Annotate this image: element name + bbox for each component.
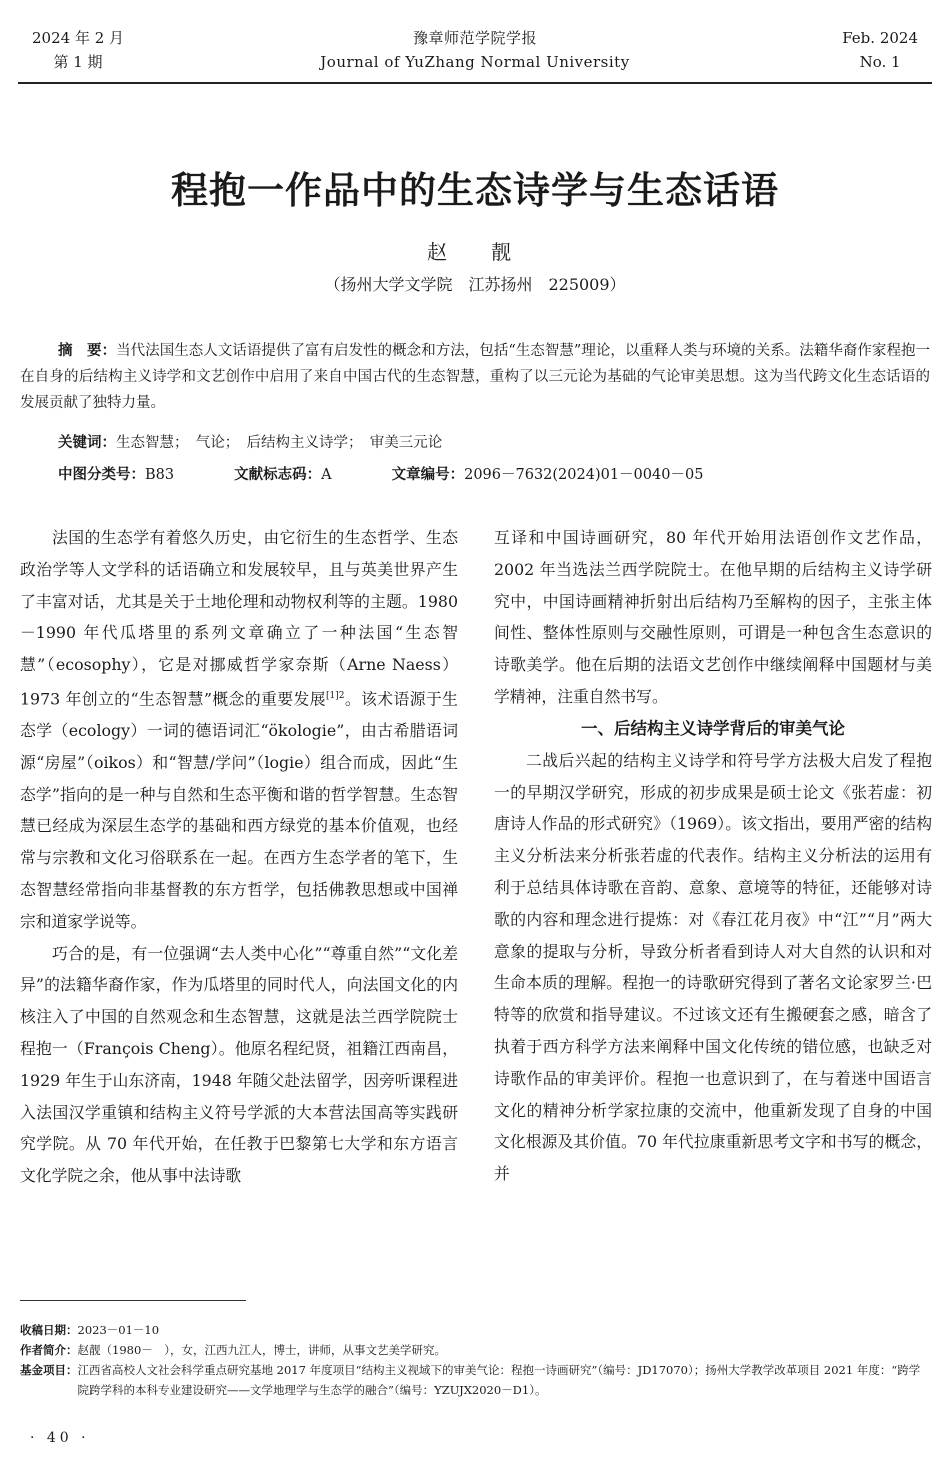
article-author: 赵 靓: [427, 240, 523, 264]
fund-label: 基金项目：: [20, 1363, 78, 1377]
doc-code-label: 文献标志码：: [234, 467, 322, 483]
received-value: 2023－01－10: [77, 1323, 160, 1337]
body-text: 。该术语源于生态学（ecology）一词的德语词汇“ökologie”，由古希腊语词源“房屋”（oikos）和“智慧/学问”（logie）组合而成，因此“生态学”指向的是一种与自然和生态平衡和谐的哲学智慧。生态智慧已经成为深层生态学的基础和西方绿党的基本价值观，也经常与宗教和文化习俗联系在一起。在西方生态学者的笔下，生态智慧经常指向非基督教的东方哲学，包括佛教思想或中国禅宗和道家学说等。: [20, 689, 458, 931]
body-paragraph: [20, 522, 458, 938]
page-number: · 40 ·: [30, 1430, 90, 1446]
fund-value: 江西省高校人文社会科学重点研究基地 2017 年度项目“结构主义视域下的审美气论：程抱一诗画研究”（编号：JD17070）；扬州大学教学改革项目 2021 年度：“跨学院跨学科的本科专业建设研究——文学地理学与生态学的融合”（编号：YZUJX2020－D1）。: [77, 1363, 921, 1397]
doc-code-value: A: [321, 467, 332, 483]
author-affiliation: （扬州大学文学院 江苏扬州 225009）: [324, 275, 626, 294]
keywords: [58, 430, 930, 456]
author-bio-value: 赵靓（1980－ ），女，江西九江人，博士，讲师，从事文艺美学研究。: [77, 1343, 447, 1357]
author-bio-label: 作者简介：: [20, 1343, 78, 1357]
received-label: 收稿日期：: [20, 1323, 78, 1337]
section-heading: 一、后结构主义诗学背后的审美气论: [581, 718, 845, 738]
clc-label: 中图分类号：: [58, 467, 145, 483]
body-paragraph: 互译和中国诗画研究，80 年代开始用法语创作文艺作品，2002 年当选法兰西学院院士。在他早期的后结构主义诗学研究中，中国诗画精神折射出后结构乃至解构的因子，主张主体间性、整体性原则与交融性原则，可谓是一种包含生态意识的诗歌美学。他在后期的法语文艺创作中继续阐释中国题材与美学精神，注重自然书写。: [494, 528, 932, 706]
header-date-year: 2024 年 2 月: [32, 29, 125, 47]
article-number-label: 文章编号：: [391, 467, 465, 483]
header-month-en: Feb. 2024: [842, 29, 918, 47]
header-journal: [18, 26, 932, 74]
abstract: [20, 338, 930, 416]
classification-line: [58, 462, 930, 488]
header-issue-en: No. 1: [859, 53, 901, 71]
body-paragraph: 巧合的是，有一位强调“去人类中心化”“尊重自然”“文化差异”的法籍华裔作家，作为瓜塔里的同时代人，向法国文化的内核注入了中国的自然观念和生态智慧，这就是法兰西学院院士程抱一（François Cheng）。他原名程纪贤，祖籍江西南昌，1929 年生于山东济南，1948 年随父赴法留学，因旁听课程进入法国汉学重镇和结构主义符号学派的大本营法国高等实践研究学院。从 70 年代开始，在任教于巴黎第七大学和东方语言文化学院之余，他从事中法诗歌: [20, 943, 458, 1186]
footnote-author: [20, 1340, 930, 1360]
header-journal-cn: 豫章师范学院学报: [412, 29, 537, 47]
body-paragraph: 二战后兴起的结构主义诗学和符号学方法极大启发了程抱一的早期汉学研究，形成的初步成果是硕士论文《张若虚：初唐诗人作品的形式研究》（1969）。该文指出，要用严密的结构主义分析法来分析张若虚的代表作。结构主义分析法的运用有利于总结具体诗歌在音韵、意象、意境等的特征，还能够对诗歌的内容和理念进行提炼：对《春江花月夜》中“江”“月”两大意象的提取与分析，导致分析者看到诗人对大自然的认识和对生命本质的理解。程抱一的诗歌研究得到了著名文论家罗兰·巴特等的欣赏和指导建议。不过该文还有生搬硬套之感，暗含了执着于西方科学方法来阐释中国文化传统的错位感，也缺乏对诗歌作品的审美评价。程抱一也意识到了，在与着迷中国语言文化的精神分析学家拉康的交流中，他重新发现了自身的中国文化根源及其价值。70 年代拉康重新思考文字和书写的概念，并: [494, 750, 932, 1184]
header-rule: [18, 82, 932, 84]
header-issue-cn: 第 1 期: [53, 53, 103, 71]
keywords-text: 生态智慧； 气论； 后结构主义诗学； 审美三元论: [116, 435, 443, 451]
article-title: 程抱一作品中的生态诗学与生态话语: [171, 168, 779, 212]
body-column-left: [20, 522, 458, 1274]
header-journal-en: Journal of YuZhang Normal University: [320, 53, 630, 71]
body-text: 法国的生态学有着悠久历史，由它衍生的生态哲学、生态政治学等人文学科的话语确立和发展较早，且与英美世界产生了丰富对话，尤其是关于土地伦理和动物权利等的主题。1980－1990 年代瓜塔里的系列文章确立了一种法国“生态智慧”（ecosophy），它是对挪威哲学家奈斯（Arne Naess）1973 年创立的“生态智慧”概念的重要发展: [20, 528, 458, 709]
footnotes: [20, 1320, 930, 1400]
clc-value: B83: [145, 467, 175, 483]
body-column-right: [494, 522, 932, 1274]
abstract-text: 当代法国生态人文话语提供了富有启发性的概念和方法，包括“生态智慧”理论，以重释人类与环境的关系。法籍华裔作家程抱一在自身的后结构主义诗学和文艺创作中启用了来自中国古代的生态智慧，重构了以三元论为基础的气论审美思想。这为当代跨文化生态话语的发展贡献了独特力量。: [20, 343, 931, 411]
footnote-rule: [20, 1300, 246, 1301]
citation-ref: [1]2: [325, 690, 345, 701]
footnote-fund: [20, 1360, 930, 1400]
abstract-label: 摘 要：: [58, 343, 117, 359]
keywords-label: 关键词：: [58, 435, 116, 451]
header-date-en: [842, 26, 918, 74]
running-header: [18, 26, 932, 82]
article-number-value: 2096－7632(2024)01－0040－05: [464, 467, 704, 483]
footnote-received: [20, 1320, 930, 1340]
